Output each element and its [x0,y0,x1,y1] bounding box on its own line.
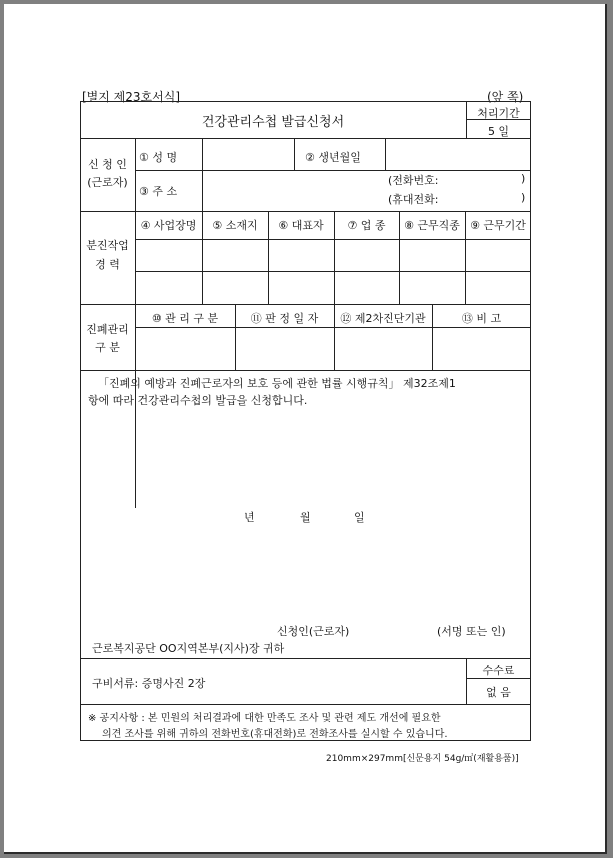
statement-line-2: 항에 따라 건강관리수첩의 발급을 신청합니다. [88,394,308,407]
paper-spec: 210mm×297mm[신문용지 54g/㎡(재활용품)] [326,754,519,764]
processing-value: 5 일 [487,125,510,138]
mgmt-col-class: ⑩ 관 리 구 분 [151,312,219,325]
date-year: 년 [244,511,255,524]
mgmt-label-2: 구 분 [95,341,120,354]
work-col-representative: ⑥ 대표자 [278,219,324,232]
work-col-job: ⑧ 근무직종 [404,219,460,232]
phone-label: (전화번호: [388,174,439,187]
mgmt-col-date: ⑪ 판 정 일 자 [250,312,319,325]
phone-close: ) [521,172,526,185]
mgmt-row[interactable] [138,330,528,368]
form-id: [별지 제23호서식] [82,90,180,104]
notice-line-2: 의견 조사를 위해 귀하의 전화번호(휴대전화)로 전화조사를 실시할 수 있습니다. [102,729,448,740]
work-col-period: ⑨ 근무기간 [470,219,526,232]
processing-label: 처리기간 [477,107,520,120]
mgmt-col-remarks: ⑬ 비 고 [461,312,502,325]
mgmt-col-institution: ⑫ 제2차진단기관 [340,312,426,325]
form-page [4,4,607,854]
side-label: (앞 쪽) [487,90,524,104]
mobile-label: (휴대전화: [388,193,439,206]
work-col-location: ⑤ 소재지 [212,219,258,232]
work-row-2[interactable] [138,274,528,302]
work-col-industry: ⑦ 업 종 [347,219,386,232]
birth-field[interactable] [388,142,528,166]
applicant-label-2: (근로자) [87,176,128,189]
notice-line-1: ※ 공지사항 : 본 민원의 처리결과에 대한 만족도 조사 및 관련 제도 개선에 필요한 [88,713,441,724]
fee-label: 수수료 [482,664,515,677]
work-label-2: 경 력 [95,258,120,271]
form-title: 건강관리수첩 발급신청서 [201,115,345,130]
statement-line-1: 「진폐의 예방과 진폐근로자의 보호 등에 관한 법률 시행규칙」 제32조제1 [98,377,456,390]
date-day: 일 [354,511,365,524]
applicant-label-1: 신 청 인 [88,158,127,171]
address-label: ③ 주 소 [139,185,178,198]
date-month: 월 [300,511,311,524]
recipient: 근로복지공단 OO지역본부(지사)장 귀하 [92,642,285,655]
work-col-company: ④ 사업장명 [140,219,197,232]
name-label: ① 성 명 [139,151,178,164]
mobile-close: ) [521,191,526,204]
attachments-label: 구비서류: 증명사진 2장 [92,677,206,690]
work-row-1[interactable] [138,242,528,270]
name-field[interactable] [205,142,293,166]
work-label-1: 분진작업 [86,239,129,252]
address-field[interactable] [205,174,385,208]
mgmt-label-1: 진폐관리 [86,323,129,336]
signature-label: (서명 또는 인) [437,625,506,638]
birth-label: ② 생년월일 [305,151,361,164]
applicant-sign-label: 신청인(근로자) [277,625,350,638]
fee-value: 없 음 [486,686,511,699]
